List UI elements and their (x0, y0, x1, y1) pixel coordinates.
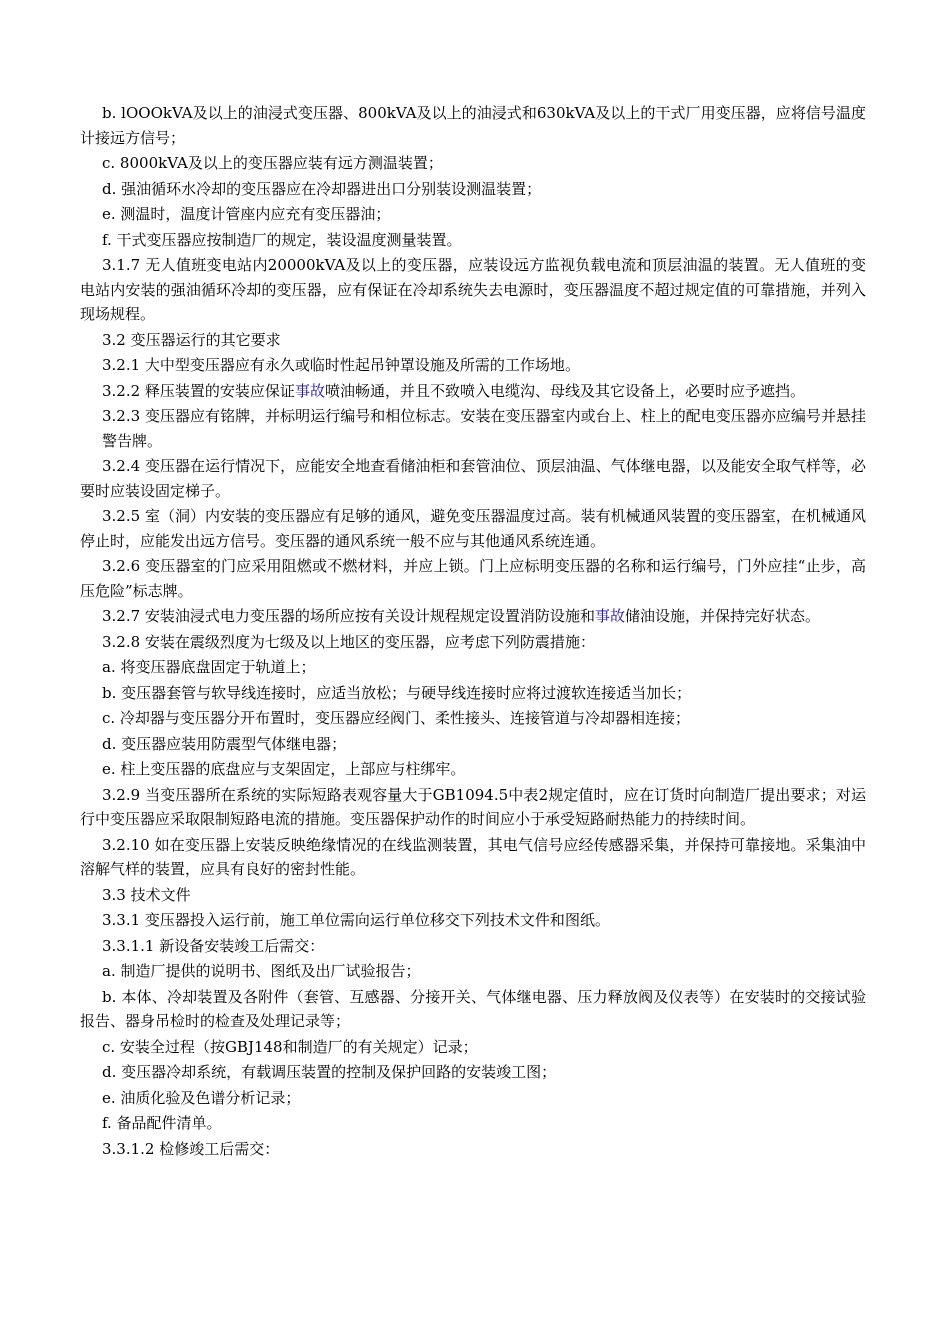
paragraph-text: 3.2.3 变压器应有铭牌，并标明运行编号和相位标志。安装在变压器室内或台上、柱上的配电变压器亦应编号并悬挂警告牌。 (102, 407, 866, 450)
paragraph (80, 655, 866, 680)
paragraph-text: 3.2.2 释压装置的安装应保证 (102, 381, 295, 400)
paragraph-text: f. 干式变压器应按制造厂的规定，装设温度测量装置。 (102, 230, 462, 249)
paragraph (80, 1086, 866, 1111)
paragraph-text: d. 强油循环水冷却的变压器应在冷却器进出口分别装设测温装置； (102, 179, 542, 198)
paragraph-text: 3.2.5 室（洞）内安装的变压器应有足够的通风，避免变压器温度过高。装有机械通风装置的变压器室，在机械通风停止时，应能发出远方信号。变压器的通风系统一般不应与其他通风系统连通。 (80, 507, 866, 550)
paragraph-text: 储油设施，并保持完好状态。 (624, 607, 820, 625)
paragraph (80, 783, 866, 832)
paragraph (80, 228, 866, 253)
paragraph (80, 504, 866, 553)
document-body (80, 101, 866, 1162)
paragraph-text: 3.2.10 如在变压器上安装反映绝缘情况的在线监测装置，其电气信号应经传感器采集，并保持可靠接地。采集油中溶解气样的装置，应具有良好的密封性能。 (80, 835, 866, 878)
paragraph-text: b. 变压器套管与软导线连接时，应适当放松；与硬导线连接时应将过渡软连接适当加长； (102, 683, 692, 702)
paragraph-text: 3.3.1.2 检修竣工后需交： (102, 1139, 280, 1158)
paragraph (80, 1137, 866, 1162)
paragraph (80, 1111, 866, 1136)
paragraph (80, 1035, 866, 1060)
paragraph-text: f. 备品配件清单。 (102, 1114, 222, 1132)
paragraph (80, 328, 866, 353)
paragraph (80, 353, 866, 378)
paragraph-text: 3.3 技术文件 (102, 885, 191, 904)
paragraph-text: c. 8000kVA及以上的变压器应装有远方测温装置； (102, 154, 443, 172)
paragraph (80, 151, 866, 176)
paragraph-text: a. 将变压器底盘固定于轨道上； (102, 658, 316, 676)
paragraph (80, 908, 866, 933)
paragraph (80, 1060, 866, 1085)
paragraph-text: c. 安装全过程（按GBJ148和制造厂的有关规定）记录； (102, 1037, 478, 1056)
paragraph (80, 732, 866, 757)
paragraph-text: e. 柱上变压器的底盘应与支架固定，上部应与柱绑牢。 (102, 760, 466, 778)
paragraph-text: 喷油畅通，并且不致喷入电缆沟、母线及其它设备上，必要时应予遮挡。 (324, 381, 805, 400)
paragraph (80, 757, 866, 782)
paragraph-text: 3.1.7 无人值班变电站内20000kVA及以上的变压器，应装设远方监视负载电流和顶层油温的装置。无人值班的变电站内安装的强油循环冷却的变压器，应有保证在冷却系统失去电源时，变压器温度不超过规定值的可靠措施，并列入现场规程。 (80, 256, 866, 323)
paragraph-text: 3.2.8 安装在震级烈度为七级及以上地区的变压器，应考虑下列防震措施： (102, 632, 595, 651)
paragraph-text: 3.2 变压器运行的其它要求 (102, 330, 281, 349)
paragraph (80, 706, 866, 731)
paragraph (80, 934, 866, 959)
paragraph (80, 379, 866, 404)
paragraph-text: 3.3.1.1 新设备安装竣工后需交： (102, 936, 325, 955)
paragraph (80, 454, 866, 503)
paragraph (80, 833, 866, 882)
paragraph-text: e. 测温时，温度计管座内应充有变压器油； (102, 205, 391, 223)
paragraph-text: 3.2.4 变压器在运行情况下，应能安全地查看储油柜和套管油位、顶层油温、气体继电器，以及能安全取气样等，必要时应装设固定梯子。 (80, 457, 866, 500)
paragraph-text: e. 油质化验及色谱分析记录； (102, 1088, 301, 1107)
inline-link[interactable]: 事故 (594, 607, 625, 625)
paragraph-text: a. 制造厂提供的说明书、图纸及出厂试验报告； (102, 962, 421, 980)
paragraph (80, 604, 866, 629)
paragraph-text: 3.3.1 变压器投入运行前，施工单位需向运行单位移交下列技术文件和图纸。 (102, 911, 610, 929)
paragraph-text: b. 本体、冷却装置及各附件（套管、互感器、分接开关、气体继电器、压力释放阀及仪表等）在安装时的交接试验报告、器身吊检时的检查及处理记录等； (80, 987, 866, 1030)
paragraph-text: 3.2.7 安装油浸式电力变压器的场所应按有关设计规程规定设置消防设施和 (102, 607, 595, 625)
paragraph (80, 253, 866, 327)
paragraph (80, 985, 866, 1034)
paragraph (80, 959, 866, 984)
inline-link[interactable]: 事故 (294, 381, 325, 400)
paragraph (80, 883, 866, 908)
paragraph-text: 3.2.1 大中型变压器应有永久或临时性起吊钟罩设施及所需的工作场地。 (102, 356, 580, 374)
paragraph (80, 202, 866, 227)
paragraph-text: d. 变压器应装用防震型气体继电器； (102, 734, 347, 753)
paragraph (80, 101, 866, 150)
paragraph-text: b. lOOOkVA及以上的油浸式变压器、800kVA及以上的油浸式和630kVA及以上的干式厂用变压器，应将信号温度计接远方信号； (80, 104, 866, 147)
paragraph-text: 3.2.9 当变压器所在系统的实际短路表观容量大于GB1094.5中表2规定值时，应在订货时向制造厂提出要求；对运行中变压器应采取限制短路电流的措施。变压器保护动作的时间应小于承受短路耐热能力的持续时间。 (80, 785, 866, 828)
paragraph (80, 177, 866, 202)
paragraph (80, 681, 866, 706)
paragraph-text: c. 冷却器与变压器分开布置时，变压器应经阀门、柔性接头、连接管道与冷却器相连接； (102, 709, 690, 727)
paragraph (80, 630, 866, 655)
paragraph (80, 554, 866, 603)
paragraph-text: d. 变压器冷却系统，有载调压装置的控制及保护回路的安装竣工图； (102, 1063, 557, 1081)
paragraph (80, 404, 866, 453)
paragraph-text: 3.2.6 变压器室的门应采用阻燃或不燃材料，并应上锁。门上应标明变压器的名称和运行编号，门外应挂“止步，高压危险”标志牌。 (80, 557, 866, 600)
